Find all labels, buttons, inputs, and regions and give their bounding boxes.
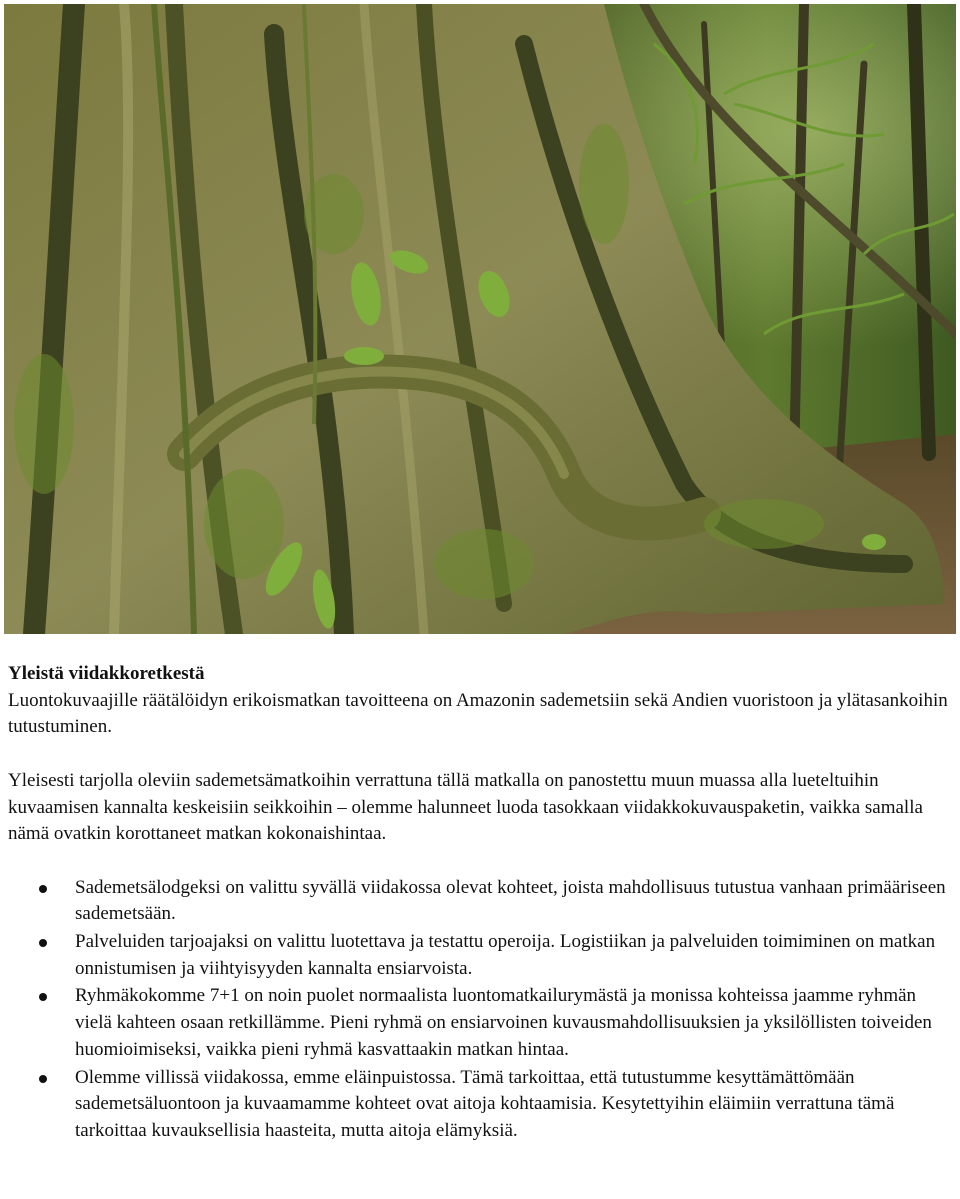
intro-paragraph: Luontokuvaajille räätälöidyn erikoismatkan tavoitteena on Amazonin sademetsiin sekä Andien vuoristoon ja ylätasankoihin tutustuminen. (8, 689, 948, 738)
rainforest-illustration (4, 4, 956, 634)
list-item-text: Sademetsälodgeksi on valittu syvällä viidakossa olevat kohteet, joista mahdollisuus tutustua vanhaan primääriseen sademetsään. (75, 876, 946, 925)
article-heading: Yleistä viidakkoretkestä (8, 663, 205, 684)
list-item-text: Olemme villissä viidakossa, emme eläinpuistossa. Tämä tarkoittaa, että tutustumme kesyttämättömään sademetsäluontoon ja kuvaamamme kohteet ovat aitoja kohtaamisia. Kesytettyihin eläimiin verrattuna tämä tarkoittaa kuvauksellisia haasteita, mutta aitoja elämyksiä. (75, 1066, 895, 1141)
bullet-icon (39, 939, 47, 947)
list-item (8, 929, 952, 982)
list-item (8, 1065, 952, 1145)
bullet-icon (39, 1075, 47, 1083)
list-item (8, 983, 952, 1063)
list-item-text: Ryhmäkokomme 7+1 on noin puolet normaalista luontomatkailurymästä ja monissa kohteissa jaamme ryhmän vielä kahteen osaan retkillämme. Pieni ryhmä on ensiarvoinen kuvausmahdollisuuksien ja yksilöllisten toiveiden huomioimiseksi, vaikka pieni ryhmä kasvattaakin matkan hintaa. (75, 985, 932, 1060)
bullet-list (8, 875, 952, 1145)
list-item-text: Palveluiden tarjoajaksi on valittu luotettava ja testattu operoija. Logistiikan ja palveluiden toimiminen on matkan onnistumisen ja viihtyisyyden kannalta ensiarvoista. (75, 931, 936, 979)
article (8, 661, 952, 1146)
list-item (8, 875, 952, 928)
bullet-icon (39, 993, 47, 1001)
body-paragraph: Yleisesti tarjolla oleviin sademetsämatkoihin verrattuna tällä matkalla on panostettu muun muassa alla lueteltuihin kuvaamisen kannalta keskeisiin seikkoihin – olemme halunneet luoda tasokkaan viidakkokuvauspaketin, vaikka samalla nämä ovatkin korottaneet matkan kokonaishintaa. (8, 769, 923, 845)
rainforest-photo (4, 4, 956, 634)
bullet-icon (39, 885, 47, 893)
